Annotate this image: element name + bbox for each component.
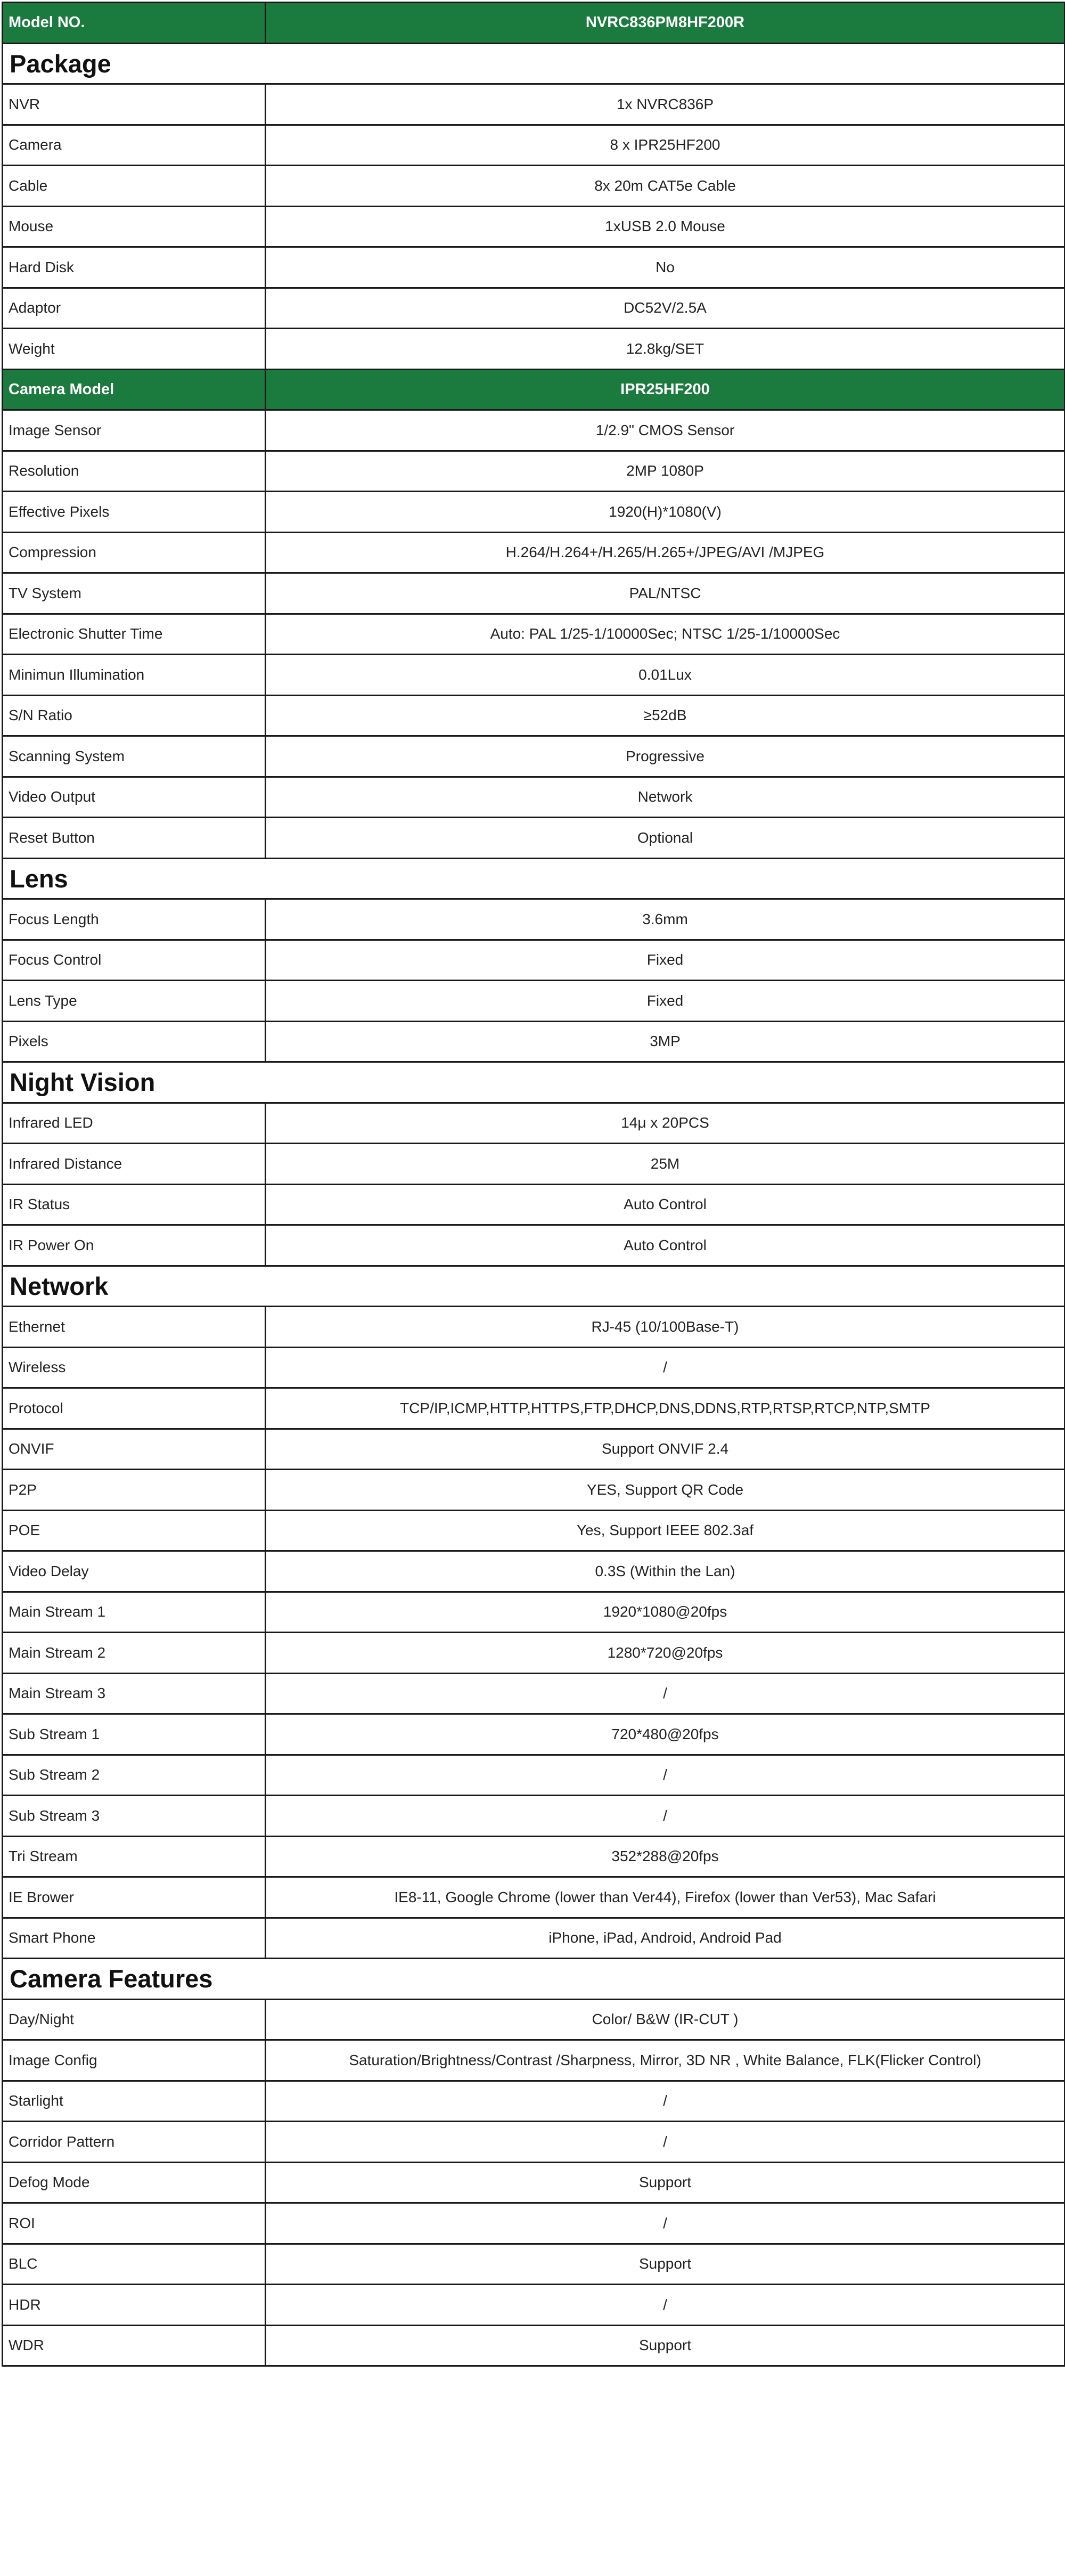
spec-value: Network: [266, 777, 1065, 818]
spec-value: /: [266, 1673, 1065, 1714]
spec-label: Main Stream 3: [3, 1673, 266, 1714]
spec-label: Pixels: [3, 1021, 266, 1062]
spec-label: Video Delay: [3, 1551, 266, 1592]
spec-row: [3, 2203, 1065, 2244]
spec-value: Yes, Support IEEE 802.3af: [266, 1510, 1065, 1551]
spec-value: DC52V/2.5A: [266, 288, 1065, 329]
section-row: [3, 1266, 1065, 1307]
section-title: Night Vision: [3, 1062, 1065, 1103]
spec-row: [3, 451, 1065, 492]
spec-value: 720*480@20fps: [266, 1714, 1065, 1755]
spec-value: Auto Control: [266, 1184, 1065, 1225]
spec-row: [3, 736, 1065, 777]
spec-row: [3, 899, 1065, 940]
spec-value: Fixed: [266, 981, 1065, 1022]
spec-label: Weight: [3, 329, 266, 370]
spec-label: Main Stream 2: [3, 1633, 266, 1674]
header-label: Model NO.: [3, 3, 266, 44]
spec-row: [3, 2285, 1065, 2326]
spec-value: Support: [266, 2325, 1065, 2366]
spec-row: [3, 329, 1065, 370]
spec-value: /: [266, 2122, 1065, 2163]
spec-value: IE8-11, Google Chrome (lower than Ver44), Firefox (lower than Ver53), Mac Safari: [266, 1877, 1065, 1918]
spec-value: 3.6mm: [266, 899, 1065, 940]
spec-row: [3, 1796, 1065, 1837]
spec-label: Protocol: [3, 1388, 266, 1429]
spec-label: POE: [3, 1510, 266, 1551]
spec-label: Adaptor: [3, 288, 266, 329]
spec-label: Electronic Shutter Time: [3, 614, 266, 655]
spec-label: Video Output: [3, 777, 266, 818]
spec-label: Corridor Pattern: [3, 2122, 266, 2163]
spec-label: IR Status: [3, 1184, 266, 1225]
spec-value: 8x 20m CAT5e Cable: [266, 166, 1065, 207]
spec-value: YES, Support QR Code: [266, 1470, 1065, 1511]
spec-label: HDR: [3, 2285, 266, 2326]
spec-value: /: [266, 1755, 1065, 1796]
spec-row: [3, 206, 1065, 247]
spec-row: [3, 532, 1065, 573]
header-value: IPR25HF200: [266, 369, 1065, 410]
spec-label: Minimun Illumination: [3, 655, 266, 696]
spec-label: Infrared Distance: [3, 1144, 266, 1185]
spec-label: ONVIF: [3, 1429, 266, 1470]
spec-row: [3, 410, 1065, 451]
spec-label: TV System: [3, 573, 266, 614]
spec-row: [3, 1633, 1065, 1674]
spec-row: [3, 1470, 1065, 1511]
spec-row: [3, 695, 1065, 736]
spec-row: [3, 981, 1065, 1022]
spec-row: [3, 1184, 1065, 1225]
spec-label: Ethernet: [3, 1307, 266, 1348]
spec-row: [3, 1999, 1065, 2040]
spec-label: Sub Stream 3: [3, 1796, 266, 1837]
spec-value: Fixed: [266, 940, 1065, 981]
spec-label: Sub Stream 2: [3, 1755, 266, 1796]
spec-label: Starlight: [3, 2081, 266, 2122]
header-row: [3, 3, 1065, 44]
spec-value: TCP/IP,ICMP,HTTP,HTTPS,FTP,DHCP,DNS,DDNS,RTP,RTSP,RTCP,NTP,SMTP: [266, 1388, 1065, 1429]
spec-value: Optional: [266, 818, 1065, 859]
spec-value: ≥52dB: [266, 695, 1065, 736]
spec-row: [3, 1877, 1065, 1918]
section-row: [3, 858, 1065, 899]
spec-label: Sub Stream 1: [3, 1714, 266, 1755]
spec-table: [2, 2, 1065, 2367]
spec-label: Defog Mode: [3, 2162, 266, 2203]
spec-row: [3, 777, 1065, 818]
spec-label: Focus Length: [3, 899, 266, 940]
spec-value: Saturation/Brightness/Contrast /Sharpness, Mirror, 3D NR , White Balance, FLK(Flicker Control): [266, 2040, 1065, 2081]
spec-row: [3, 288, 1065, 329]
header-value: NVRC836PM8HF200R: [266, 3, 1065, 44]
spec-value: 3MP: [266, 1021, 1065, 1062]
spec-row: [3, 1714, 1065, 1755]
spec-value: Support: [266, 2244, 1065, 2285]
section-title: Package: [3, 43, 1065, 84]
spec-row: [3, 573, 1065, 614]
spec-row: [3, 1103, 1065, 1144]
spec-value: Support ONVIF 2.4: [266, 1429, 1065, 1470]
spec-value: 0.01Lux: [266, 655, 1065, 696]
spec-row: [3, 1918, 1065, 1959]
spec-row: [3, 2244, 1065, 2285]
spec-label: Hard Disk: [3, 247, 266, 288]
spec-row: [3, 166, 1065, 207]
section-row: [3, 43, 1065, 84]
spec-row: [3, 655, 1065, 696]
spec-row: [3, 492, 1065, 533]
spec-table-body: [3, 3, 1065, 2366]
spec-label: BLC: [3, 2244, 266, 2285]
spec-label: Cable: [3, 166, 266, 207]
spec-value: 1920(H)*1080(V): [266, 492, 1065, 533]
spec-label: Wireless: [3, 1347, 266, 1388]
spec-label: ROI: [3, 2203, 266, 2244]
spec-row: [3, 84, 1065, 125]
spec-label: Focus Control: [3, 940, 266, 981]
spec-row: [3, 614, 1065, 655]
spec-label: IR Power On: [3, 1225, 266, 1266]
spec-value: 14μ x 20PCS: [266, 1103, 1065, 1144]
spec-label: Main Stream 1: [3, 1592, 266, 1633]
section-title: Network: [3, 1266, 1065, 1307]
spec-row: [3, 1307, 1065, 1348]
spec-value: Support: [266, 2162, 1065, 2203]
spec-row: [3, 1755, 1065, 1796]
spec-row: [3, 1388, 1065, 1429]
section-title: Camera Features: [3, 1959, 1065, 2000]
spec-value: Auto Control: [266, 1225, 1065, 1266]
spec-value: 2MP 1080P: [266, 451, 1065, 492]
spec-row: [3, 2162, 1065, 2203]
spec-label: Reset Button: [3, 818, 266, 859]
spec-label: IE Brower: [3, 1877, 266, 1918]
spec-row: [3, 2040, 1065, 2081]
spec-label: P2P: [3, 1470, 266, 1511]
spec-value: 0.3S (Within the Lan): [266, 1551, 1065, 1592]
spec-label: Smart Phone: [3, 1918, 266, 1959]
spec-label: Scanning System: [3, 736, 266, 777]
spec-value: /: [266, 2203, 1065, 2244]
spec-row: [3, 1510, 1065, 1551]
spec-value: Progressive: [266, 736, 1065, 777]
spec-value: PAL/NTSC: [266, 573, 1065, 614]
spec-row: [3, 1673, 1065, 1714]
spec-label: Infrared LED: [3, 1103, 266, 1144]
spec-value: RJ-45 (10/100Base-T): [266, 1307, 1065, 1348]
spec-row: [3, 1225, 1065, 1266]
spec-row: [3, 1021, 1065, 1062]
spec-label: Image Sensor: [3, 410, 266, 451]
spec-row: [3, 1551, 1065, 1592]
spec-value: /: [266, 2285, 1065, 2326]
spec-row: [3, 2325, 1065, 2366]
section-row: [3, 1959, 1065, 2000]
spec-value: 8 x IPR25HF200: [266, 125, 1065, 166]
header-row: [3, 369, 1065, 410]
spec-value: 1x NVRC836P: [266, 84, 1065, 125]
spec-value: 12.8kg/SET: [266, 329, 1065, 370]
spec-row: [3, 125, 1065, 166]
header-label: Camera Model: [3, 369, 266, 410]
spec-value: /: [266, 2081, 1065, 2122]
spec-row: [3, 1429, 1065, 1470]
spec-label: Compression: [3, 532, 266, 573]
spec-label: Camera: [3, 125, 266, 166]
spec-value: 1/2.9" CMOS Sensor: [266, 410, 1065, 451]
spec-row: [3, 247, 1065, 288]
spec-label: NVR: [3, 84, 266, 125]
spec-label: Resolution: [3, 451, 266, 492]
spec-row: [3, 1592, 1065, 1633]
spec-label: Effective Pixels: [3, 492, 266, 533]
section-row: [3, 1062, 1065, 1103]
spec-value: iPhone, iPad, Android, Android Pad: [266, 1918, 1065, 1959]
spec-row: [3, 2081, 1065, 2122]
spec-value: H.264/H.264+/H.265/H.265+/JPEG/AVI /MJPEG: [266, 532, 1065, 573]
spec-value: Auto: PAL 1/25-1/10000Sec; NTSC 1/25-1/10000Sec: [266, 614, 1065, 655]
spec-value: 25M: [266, 1144, 1065, 1185]
spec-row: [3, 1144, 1065, 1185]
spec-value: /: [266, 1796, 1065, 1837]
spec-row: [3, 818, 1065, 859]
spec-value: /: [266, 1347, 1065, 1388]
spec-row: [3, 940, 1065, 981]
spec-value: 1280*720@20fps: [266, 1633, 1065, 1674]
spec-label: S/N Ratio: [3, 695, 266, 736]
spec-label: WDR: [3, 2325, 266, 2366]
spec-value: 352*288@20fps: [266, 1836, 1065, 1877]
section-title: Lens: [3, 858, 1065, 899]
spec-value: No: [266, 247, 1065, 288]
spec-label: Tri Stream: [3, 1836, 266, 1877]
spec-value: 1xUSB 2.0 Mouse: [266, 206, 1065, 247]
spec-row: [3, 1347, 1065, 1388]
spec-row: [3, 2122, 1065, 2163]
spec-label: Lens Type: [3, 981, 266, 1022]
spec-row: [3, 1836, 1065, 1877]
spec-value: Color/ B&W (IR-CUT ): [266, 1999, 1065, 2040]
spec-value: 1920*1080@20fps: [266, 1592, 1065, 1633]
spec-label: Day/Night: [3, 1999, 266, 2040]
spec-label: Image Config: [3, 2040, 266, 2081]
spec-label: Mouse: [3, 206, 266, 247]
